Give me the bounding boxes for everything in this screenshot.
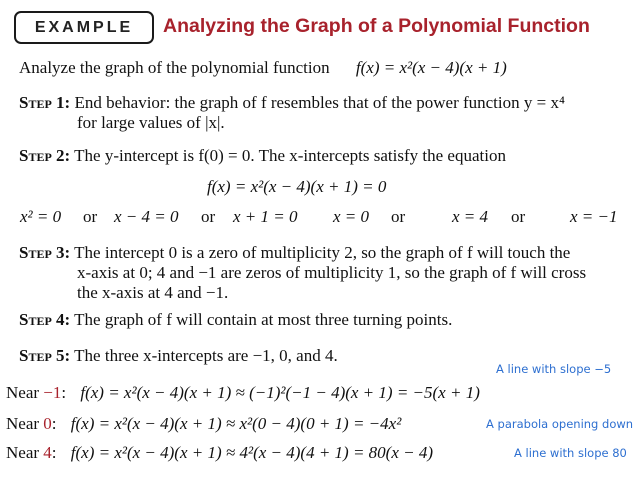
step-4 [19,310,452,330]
near-colon: : [51,443,57,462]
annotation-slope-neg5: A line with slope −5 [496,362,612,376]
intro-text: Analyze the graph of the polynomial function [19,58,330,77]
near-row-0 [6,414,401,434]
near-colon: : [61,383,67,402]
step-5-label: Step 5: [19,346,71,365]
example-badge: EXAMPLE [14,11,154,44]
near-colon: : [51,414,57,433]
step-3-line-1: The intercept 0 is a zero of multiplicity 2, so the graph of f will touch the [74,243,571,262]
step-2 [19,146,506,166]
intro-line [19,58,507,78]
step-4-line-1: The graph of f will contain at most three turning points. [74,310,453,329]
solution-or-4: or [511,207,526,226]
step-3-line-2: x-axis at 0; 4 and −1 are zeros of multiplicity 1, so the graph of f will cross [77,263,587,282]
solution-x-minus-4: x − 4 = 0 [114,207,179,226]
annotation-parabola: A parabola opening down [486,417,634,431]
near-point: −1 [43,383,62,402]
near-prefix: Near [6,383,44,402]
step-5-line-1: The three x-intercepts are −1, 0, and 4. [74,346,338,365]
step-4-label: Step 4: [19,310,71,329]
near-expression: f(x) = x²(x − 4)(x + 1) ≈ (−1)²(−1 − 4)(x + 1) = −5(x + 1) [80,383,480,402]
solution-x-4: x = 4 [452,207,489,226]
step-3-line-3: the x-axis at 4 and −1. [77,283,229,302]
solution-x-plus-1: x + 1 = 0 [233,207,298,226]
solution-or-1: or [83,207,98,226]
solution-x-squared: x² = 0 [20,207,62,226]
solution-or-3: or [391,207,406,226]
near-prefix: Near [6,443,44,462]
step-1-line-1: End behavior: the graph of f resembles that of the power function y = x⁴ [74,93,565,112]
near-row-4 [6,443,433,463]
step-1 [19,93,565,113]
step-1-line-2: for large values of |x|. [77,113,225,132]
step-1-label: Step 1: [19,93,71,112]
intro-function: f(x) = x²(x − 4)(x + 1) [355,58,507,77]
solution-x-neg-1: x = −1 [570,207,618,226]
near-prefix: Near [6,414,44,433]
step-5 [19,346,338,366]
near-expression: f(x) = x²(x − 4)(x + 1) ≈ x²(0 − 4)(0 + 1) = −4x² [70,414,402,433]
solution-or-2: or [201,207,216,226]
near-point: 4 [43,443,52,462]
solution-x-0: x = 0 [333,207,370,226]
page-title: Analyzing the Graph of a Polynomial Function [163,15,590,37]
step-3 [19,243,570,263]
near-row-neg1 [6,383,480,403]
step-3-label: Step 3: [19,243,71,262]
near-point: 0 [43,414,52,433]
step-2-label: Step 2: [19,146,71,165]
step-2-line-1: The y-intercept is f(0) = 0. The x-intercepts satisfy the equation [74,146,506,165]
step-2-equation: f(x) = x²(x − 4)(x + 1) = 0 [207,177,387,196]
annotation-slope-80: A line with slope 80 [514,446,627,460]
near-expression: f(x) = x²(x − 4)(x + 1) ≈ 4²(x − 4)(4 + 1) = 80(x − 4) [70,443,434,462]
